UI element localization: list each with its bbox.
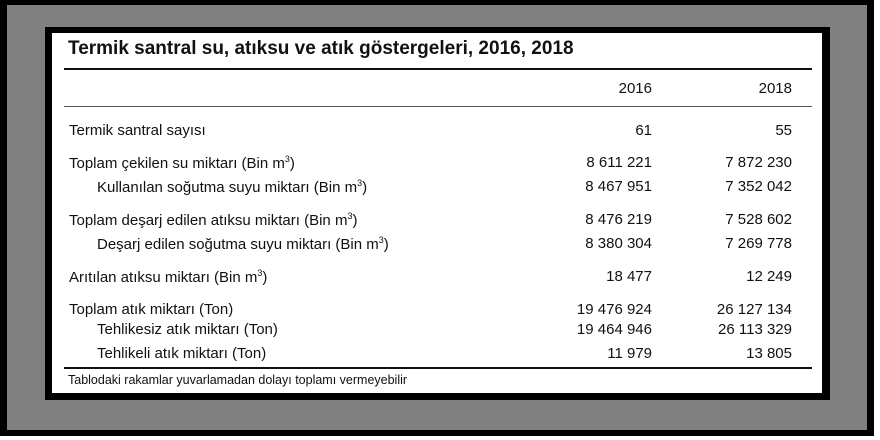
row-label bbox=[97, 345, 266, 362]
cell-v2018: 55 bbox=[775, 122, 792, 139]
row-label bbox=[69, 211, 357, 229]
cell-v2018: 26 127 134 bbox=[716, 301, 792, 318]
row-label bbox=[69, 154, 295, 172]
row-label-text: Kullanılan soğutma suyu miktarı (Bin m bbox=[97, 179, 358, 196]
cell-v2016: 8 476 219 bbox=[585, 211, 652, 228]
row-label bbox=[97, 235, 389, 253]
row-label bbox=[69, 301, 233, 318]
cell-v2016: 19 476 924 bbox=[576, 301, 652, 318]
cell-v2016: 8 611 221 bbox=[586, 154, 652, 171]
header-divider bbox=[64, 106, 812, 107]
table-title: Termik santral su, atıksu ve atık göstergeleri, 2016, 2018 bbox=[68, 38, 574, 59]
bottom-divider bbox=[64, 367, 812, 369]
column-header-2018: 2018 bbox=[758, 80, 792, 97]
cell-v2018: 26 113 329 bbox=[718, 321, 792, 338]
unit-superscript: 3 bbox=[347, 211, 353, 221]
cell-v2018: 7 352 042 bbox=[725, 178, 792, 195]
row-label-text: Deşarj edilen soğutma suyu miktarı (Bin m bbox=[97, 236, 379, 253]
unit-superscript: 3 bbox=[284, 154, 290, 164]
row-label-text: Tehlikesiz atık miktarı (Ton) bbox=[97, 321, 278, 338]
unit-suffix: ) bbox=[352, 212, 358, 229]
unit-suffix: ) bbox=[262, 269, 268, 286]
unit-suffix: ) bbox=[362, 179, 368, 196]
cell-v2018: 12 249 bbox=[746, 268, 792, 285]
row-label bbox=[97, 178, 367, 196]
table-card bbox=[52, 33, 822, 393]
row-label-text: Termik santral sayısı bbox=[69, 122, 206, 139]
row-label-text: Toplam atık miktarı (Ton) bbox=[69, 301, 234, 318]
column-header-2016: 2016 bbox=[618, 80, 652, 97]
unit-superscript: 3 bbox=[378, 235, 384, 245]
row-label-text: Toplam deşarj edilen atıksu miktarı (Bin m bbox=[69, 212, 348, 229]
row-label-text: Toplam çekilen su miktarı (Bin m bbox=[69, 155, 285, 172]
cell-v2018: 7 528 602 bbox=[725, 211, 792, 228]
cell-v2016: 8 467 951 bbox=[585, 178, 652, 195]
row-label-text: Arıtılan atıksu miktarı (Bin m bbox=[69, 269, 258, 286]
cell-v2016: 8 380 304 bbox=[585, 235, 652, 252]
title-divider bbox=[64, 68, 812, 70]
cell-v2016: 18 477 bbox=[606, 268, 652, 285]
row-label bbox=[69, 268, 267, 286]
row-label bbox=[97, 321, 278, 338]
row-label bbox=[69, 122, 206, 139]
footnote: Tablodaki rakamlar yuvarlamadan dolayı toplamı vermeyebilir bbox=[68, 373, 408, 387]
unit-suffix: ) bbox=[383, 236, 389, 253]
cell-v2018: 13 805 bbox=[746, 345, 792, 362]
unit-superscript: 3 bbox=[257, 268, 263, 278]
unit-suffix: ) bbox=[289, 155, 295, 172]
unit-superscript: 3 bbox=[357, 178, 363, 188]
row-label-text: Tehlikeli atık miktarı (Ton) bbox=[97, 345, 267, 362]
cell-v2016: 11 979 bbox=[607, 345, 652, 362]
cell-v2018: 7 269 778 bbox=[725, 235, 792, 252]
cell-v2016: 61 bbox=[635, 122, 652, 139]
cell-v2016: 19 464 946 bbox=[576, 321, 652, 338]
cell-v2018: 7 872 230 bbox=[725, 154, 792, 171]
